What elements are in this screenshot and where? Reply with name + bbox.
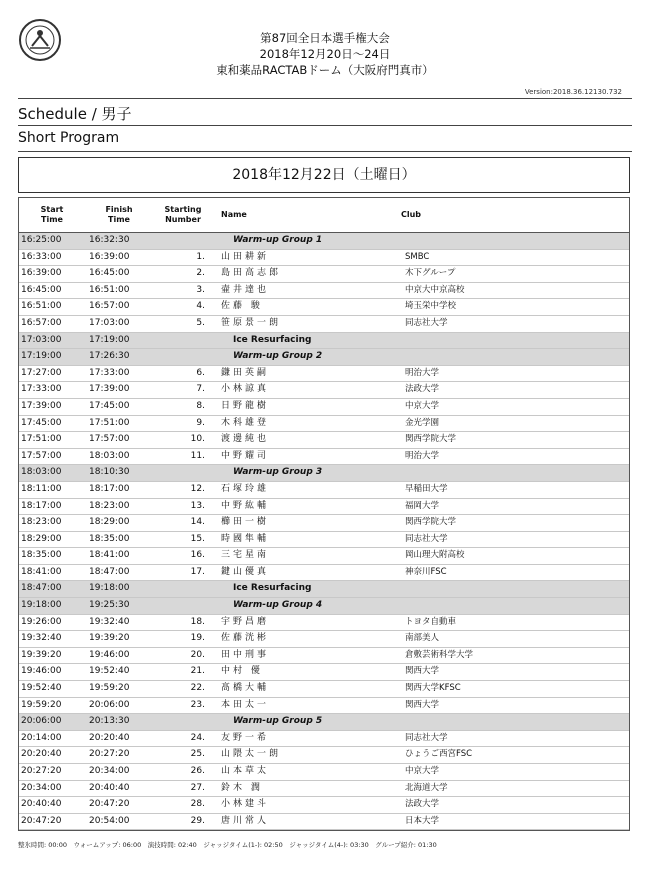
header-finish: Finish Time xyxy=(105,205,133,224)
table-row xyxy=(19,382,629,399)
finish-time: 17:19:00 xyxy=(89,334,130,345)
finish-time: 20:06:00 xyxy=(89,699,130,710)
table-row xyxy=(19,764,629,781)
skater-name: 山本草太 xyxy=(221,766,270,776)
starting-number: 24. xyxy=(190,732,205,743)
club-name: 南部美人 xyxy=(405,633,440,644)
group-row xyxy=(19,349,629,366)
start-time: 18:41:00 xyxy=(21,566,62,577)
table-row xyxy=(19,432,629,449)
group-row xyxy=(19,598,629,615)
table-row xyxy=(19,664,629,681)
group-row xyxy=(19,465,629,482)
start-time: 19:39:20 xyxy=(21,649,62,660)
finish-time: 19:18:00 xyxy=(89,583,130,594)
club-name: 中京大学 xyxy=(405,400,440,411)
table-row xyxy=(19,698,629,715)
table-row xyxy=(19,797,629,814)
starting-number: 8. xyxy=(196,400,205,411)
skater-name: 櫛田一樹 xyxy=(221,517,270,528)
skater-name: 髙橋大輔 xyxy=(221,683,270,694)
starting-number: 11. xyxy=(190,450,205,461)
starting-number: 20. xyxy=(190,649,205,660)
skater-name: 島田高志郎 xyxy=(221,268,282,279)
program-title: Short Program xyxy=(18,130,120,146)
club-name: 日本大学 xyxy=(405,815,440,826)
start-time: 17:57:00 xyxy=(21,450,62,461)
start-time: 16:57:00 xyxy=(21,317,62,328)
finish-time: 20:27:20 xyxy=(89,749,130,760)
club-name: 埼玉栄中学校 xyxy=(405,301,457,312)
table-row xyxy=(19,681,629,698)
skater-name: 中村 優 xyxy=(221,666,263,677)
club-name: 法政大学 xyxy=(405,799,440,810)
start-time: 17:27:00 xyxy=(21,367,62,378)
table-row xyxy=(19,565,629,582)
start-time: 17:39:00 xyxy=(21,400,62,411)
table-row xyxy=(19,781,629,798)
start-time: 18:17:00 xyxy=(21,500,62,511)
skater-name: 鍵山優真 xyxy=(221,566,270,577)
starting-number: 18. xyxy=(190,616,205,627)
schedule-title: Schedule / 男子 xyxy=(18,105,132,123)
starting-number: 19. xyxy=(190,633,205,644)
finish-time: 17:45:00 xyxy=(89,400,130,411)
finish-time: 18:41:00 xyxy=(89,550,130,561)
finish-time: 18:23:00 xyxy=(89,500,130,511)
starting-number: 13. xyxy=(190,500,205,511)
finish-time: 20:34:00 xyxy=(89,766,130,776)
start-time: 16:45:00 xyxy=(21,284,62,295)
skater-name: 鈴木 潤 xyxy=(221,782,263,793)
skater-name: 壷井達也 xyxy=(221,284,270,295)
finish-time: 17:39:00 xyxy=(89,384,130,395)
group-row xyxy=(19,233,629,250)
start-time: 19:46:00 xyxy=(21,666,62,677)
table-row xyxy=(19,283,629,300)
starting-number: 6. xyxy=(196,367,205,378)
finish-time: 17:26:30 xyxy=(89,351,130,362)
date-banner: 2018年12月22日（土曜日） xyxy=(18,157,630,193)
finish-time: 16:57:00 xyxy=(89,301,130,312)
club-name: 関西大学 xyxy=(405,699,440,710)
federation-logo xyxy=(18,18,62,62)
club-name: 木下グループ xyxy=(405,268,456,279)
table-row xyxy=(19,731,629,748)
group-label: Warm-up Group 1 xyxy=(233,235,323,245)
table-row xyxy=(19,399,629,416)
finish-time: 17:57:00 xyxy=(89,434,130,445)
club-name: 明治大学 xyxy=(405,450,440,461)
table-row xyxy=(19,548,629,565)
starting-number: 5. xyxy=(196,317,205,328)
start-time: 20:20:40 xyxy=(21,749,62,760)
club-name: 中京大学 xyxy=(405,766,440,776)
skater-name: 小林建斗 xyxy=(221,799,270,810)
club-name: 北海道大学 xyxy=(405,782,448,793)
starting-number: 1. xyxy=(196,251,205,262)
start-time: 19:18:00 xyxy=(21,600,62,611)
club-name: SMBC xyxy=(405,251,430,262)
club-name: トヨタ自動車 xyxy=(405,616,457,627)
club-name: 関西大学KFSC xyxy=(405,683,461,694)
club-name: 同志社大学 xyxy=(405,533,448,544)
skater-name: 三宅星南 xyxy=(221,550,270,561)
start-time: 16:51:00 xyxy=(21,301,62,312)
finish-time: 16:45:00 xyxy=(89,268,130,279)
club-name: 中京大中京高校 xyxy=(405,284,465,295)
divider xyxy=(18,125,632,126)
starting-number: 7. xyxy=(196,384,205,395)
club-name: 神奈川FSC xyxy=(405,566,447,577)
table-row xyxy=(19,499,629,516)
start-time: 16:25:00 xyxy=(21,235,62,245)
group-row xyxy=(19,581,629,598)
finish-time: 20:47:20 xyxy=(89,799,130,810)
starting-number: 22. xyxy=(190,683,205,694)
finish-time: 16:32:30 xyxy=(89,235,130,245)
timing-footer: 整氷時間: 00:00 ウォームアップ: 06:00 演技時間: 02:40 ジャッジタイム(1-): 02:50 ジャッジタイム(4-): 03:30 グループ紹介: 01:30 xyxy=(18,841,437,849)
table-row xyxy=(19,299,629,316)
starting-number: 27. xyxy=(190,782,205,793)
finish-time: 17:51:00 xyxy=(89,417,130,428)
table-row xyxy=(19,416,629,433)
start-time: 16:33:00 xyxy=(21,251,62,262)
starting-number: 14. xyxy=(190,517,205,528)
table-row xyxy=(19,266,629,283)
skater-name: 中野紘輔 xyxy=(221,500,270,511)
club-name: 岡山理大附高校 xyxy=(405,550,465,561)
starting-number: 3. xyxy=(196,284,205,295)
start-time: 17:45:00 xyxy=(21,417,62,428)
divider xyxy=(18,98,632,99)
group-label: Warm-up Group 5 xyxy=(233,716,323,727)
skater-name: 唐川常人 xyxy=(221,815,270,826)
finish-time: 19:59:20 xyxy=(89,683,130,694)
starting-number: 29. xyxy=(190,815,205,826)
start-time: 19:32:40 xyxy=(21,633,62,644)
start-time: 17:51:00 xyxy=(21,434,62,445)
start-time: 17:33:00 xyxy=(21,384,62,395)
start-time: 18:47:00 xyxy=(21,583,62,594)
table-header xyxy=(19,198,629,233)
start-time: 20:14:00 xyxy=(21,732,62,743)
finish-time: 18:47:00 xyxy=(89,566,130,577)
table-row xyxy=(19,316,629,333)
start-time: 17:03:00 xyxy=(21,334,62,345)
start-time: 19:59:20 xyxy=(21,699,62,710)
starting-number: 9. xyxy=(196,417,205,428)
table-row xyxy=(19,515,629,532)
starting-number: 25. xyxy=(190,749,205,760)
club-name: 同志社大学 xyxy=(405,732,448,743)
club-name: 金光学園 xyxy=(405,417,440,428)
version-label: Version:2018.36.12130.732 xyxy=(524,88,622,96)
event-venue: 東和薬品RACTABドーム（大阪府門真市） xyxy=(216,63,434,77)
group-label: Warm-up Group 4 xyxy=(233,600,323,611)
skater-name: 渡邊純也 xyxy=(221,434,270,445)
finish-time: 19:39:20 xyxy=(89,633,130,644)
finish-time: 19:25:30 xyxy=(89,600,130,611)
start-time: 17:19:00 xyxy=(21,351,62,362)
header-start: Start Time xyxy=(40,205,64,224)
finish-time: 19:32:40 xyxy=(89,616,130,627)
club-name: 関西学院大学 xyxy=(405,517,457,528)
finish-time: 16:51:00 xyxy=(89,284,130,295)
start-time: 18:03:00 xyxy=(21,467,62,478)
group-row xyxy=(19,714,629,731)
skater-name: 時國隼輔 xyxy=(221,533,270,544)
skater-name: 山隈太一朗 xyxy=(221,749,282,760)
event-dates: 2018年12月20日～24日 xyxy=(259,47,391,61)
skater-name: 小林諒真 xyxy=(221,384,270,395)
starting-number: 2. xyxy=(196,268,205,279)
start-time: 20:27:20 xyxy=(21,766,62,776)
table-row xyxy=(19,532,629,549)
start-time: 18:23:00 xyxy=(21,517,62,528)
table-row xyxy=(19,747,629,764)
club-name: 明治大学 xyxy=(405,367,440,378)
skater-name: 山田耕新 xyxy=(221,251,270,262)
event-title: 第87回全日本選手権大会 xyxy=(260,31,390,45)
finish-time: 16:39:00 xyxy=(89,251,130,262)
start-time: 20:06:00 xyxy=(21,716,62,727)
skater-name: 佐藤洸彬 xyxy=(221,633,270,644)
group-row xyxy=(19,333,629,350)
group-label: Warm-up Group 2 xyxy=(233,351,323,362)
start-time: 19:52:40 xyxy=(21,683,62,694)
table-row xyxy=(19,482,629,499)
starting-number: 21. xyxy=(190,666,205,677)
finish-time: 20:20:40 xyxy=(89,732,130,743)
table-row xyxy=(19,648,629,665)
divider xyxy=(18,151,632,152)
skater-name: 本田太一 xyxy=(221,699,270,710)
club-name: 早稲田大学 xyxy=(405,483,448,494)
starting-number: 15. xyxy=(190,533,205,544)
finish-time: 17:03:00 xyxy=(89,317,130,328)
header-name: Name xyxy=(221,210,247,219)
start-time: 20:47:20 xyxy=(21,815,62,826)
header-number: Starting Number xyxy=(164,205,202,224)
header-club: Club xyxy=(401,210,422,219)
group-label: Warm-up Group 3 xyxy=(233,467,323,478)
table-row xyxy=(19,615,629,632)
finish-time: 20:13:30 xyxy=(89,716,130,727)
finish-time: 18:03:00 xyxy=(89,450,130,461)
table-body xyxy=(19,233,629,830)
starting-number: 26. xyxy=(190,766,205,776)
finish-time: 19:46:00 xyxy=(89,649,130,660)
skater-name: 友野一希 xyxy=(221,732,270,743)
club-name: ひょうご西宮FSC xyxy=(405,749,473,760)
finish-time: 18:10:30 xyxy=(89,467,130,478)
skater-name: 笹原景一朗 xyxy=(221,317,282,328)
finish-time: 18:35:00 xyxy=(89,533,130,544)
start-time: 18:11:00 xyxy=(21,483,62,494)
starting-number: 28. xyxy=(190,799,205,810)
event-header xyxy=(150,30,500,78)
club-name: 法政大学 xyxy=(405,384,440,395)
finish-time: 18:17:00 xyxy=(89,483,130,494)
start-time: 19:26:00 xyxy=(21,616,62,627)
table-row xyxy=(19,814,629,831)
starting-number: 16. xyxy=(190,550,205,561)
group-label: Ice Resurfacing xyxy=(233,583,312,594)
skater-name: 石塚玲雄 xyxy=(221,483,270,494)
skater-name: 鎌田英嗣 xyxy=(221,367,270,378)
start-time: 16:39:00 xyxy=(21,268,62,279)
skater-name: 日野龍樹 xyxy=(221,400,270,411)
starting-number: 10. xyxy=(190,434,205,445)
start-time: 20:34:00 xyxy=(21,782,62,793)
finish-time: 19:52:40 xyxy=(89,666,130,677)
club-name: 関西学院大学 xyxy=(405,434,457,445)
table-row xyxy=(19,631,629,648)
skater-name: 宇野昌磨 xyxy=(221,616,270,627)
skater-name: 田中刑事 xyxy=(221,649,270,660)
schedule-table xyxy=(18,197,630,831)
club-name: 福岡大学 xyxy=(405,500,440,511)
finish-time: 17:33:00 xyxy=(89,367,130,378)
group-label: Ice Resurfacing xyxy=(233,334,312,345)
starting-number: 4. xyxy=(196,301,205,312)
starting-number: 23. xyxy=(190,699,205,710)
skater-name: 佐藤 駿 xyxy=(221,301,263,312)
skater-name: 中野耀司 xyxy=(221,450,270,461)
start-time: 20:40:40 xyxy=(21,799,62,810)
club-name: 同志社大学 xyxy=(405,317,448,328)
club-name: 関西大学 xyxy=(405,666,440,677)
table-row xyxy=(19,366,629,383)
finish-time: 20:40:40 xyxy=(89,782,130,793)
starting-number: 17. xyxy=(190,566,205,577)
club-name: 倉敷芸術科学大学 xyxy=(405,649,474,660)
start-time: 18:35:00 xyxy=(21,550,62,561)
table-row xyxy=(19,250,629,267)
finish-time: 20:54:00 xyxy=(89,815,130,826)
start-time: 18:29:00 xyxy=(21,533,62,544)
table-row xyxy=(19,449,629,466)
finish-time: 18:29:00 xyxy=(89,517,130,528)
starting-number: 12. xyxy=(190,483,205,494)
skater-name: 木科雄登 xyxy=(221,417,270,428)
